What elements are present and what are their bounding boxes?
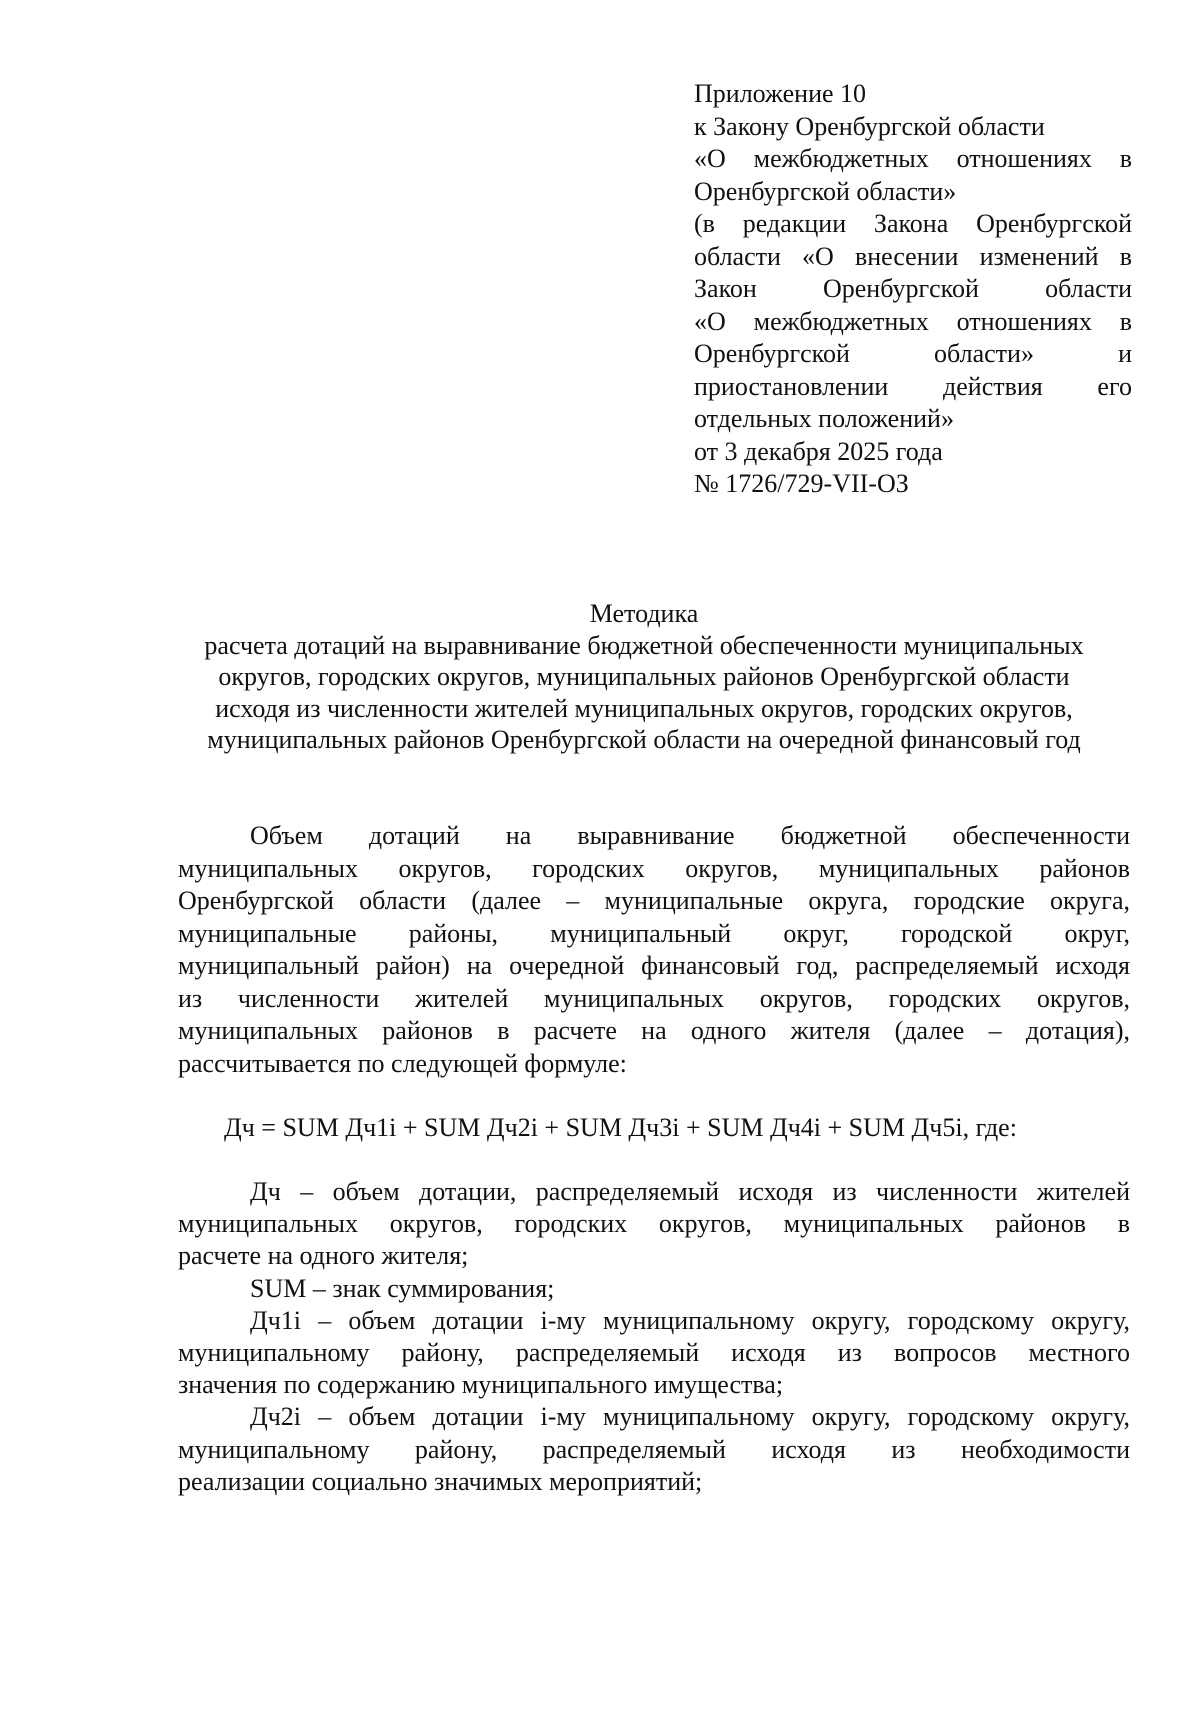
- title-line: округов, городских округов, муниципальных районов Оренбургской области: [218, 662, 1070, 691]
- appendix-line: отдельных положений»: [694, 404, 954, 433]
- definition-line: расчете на одного жителя;: [178, 1241, 469, 1271]
- paragraph-line: муниципальных районов в расчете на одного жителя (далее – дотация),: [178, 1016, 1130, 1045]
- definition-line: Дч – объем дотации, распределяемый исходя из численности жителей: [250, 1177, 1130, 1206]
- definition-line: муниципальному району, распределяемый исходя из вопросов местного: [178, 1338, 1130, 1368]
- definitions: [178, 1176, 1130, 1498]
- paragraph-line: Оренбургской области (далее – муниципальные округа, городские округа,: [178, 886, 1130, 915]
- definition-line: Дч2i – объем дотации i-му муниципальному округу, городскому округу,: [250, 1402, 1130, 1432]
- definition-line: реализации социально значимых мероприятий;: [178, 1466, 703, 1496]
- appendix-line: Оренбургской области»: [694, 176, 957, 206]
- appendix-line: «О межбюджетных отношениях в: [694, 144, 1132, 173]
- appendix-line: от 3 декабря 2025 года: [694, 436, 943, 466]
- title-line: муниципальных районов Оренбургской области на очередной финансовый год: [207, 725, 1081, 754]
- title-heading: Методика: [589, 599, 699, 628]
- definition-line: SUM – знак суммирования;: [250, 1273, 555, 1303]
- appendix-line: к Закону Оренбургской области: [694, 111, 1045, 141]
- appendix-line: Приложение 10: [694, 79, 867, 108]
- paragraph-line: муниципальных округов, городских округов, муниципальных районов: [178, 853, 1130, 883]
- appendix-block: [694, 78, 1132, 501]
- definition-line: муниципальных округов, городских округов, муниципальных районов в: [178, 1209, 1130, 1239]
- paragraph-line: муниципальные районы, муниципальный округ, городской округ,: [178, 918, 1130, 948]
- appendix-line: (в редакции Закона Оренбургской: [694, 209, 1132, 238]
- paragraph-line: муниципальный район) на очередной финансовый год, распределяемый исходя: [178, 951, 1130, 980]
- appendix-line: «О межбюджетных отношениях в: [694, 306, 1132, 336]
- appendix-line: Оренбургской области» и: [694, 339, 1132, 368]
- appendix-line: № 1726/729-VII-ОЗ: [694, 469, 909, 498]
- main-paragraph: [178, 820, 1130, 1080]
- formula: Дч = SUM Дч1i + SUM Дч2i + SUM Дч3i + SUM Дч4i + SUM Дч5i, где:: [224, 1113, 1017, 1142]
- paragraph-line: Объем дотаций на выравнивание бюджетной обеспеченности: [250, 821, 1130, 850]
- appendix-line: приостановлении действия его: [694, 371, 1132, 401]
- document-title: [160, 598, 1128, 756]
- appendix-line: области «О внесении изменений в: [694, 241, 1132, 271]
- paragraph-line: рассчитывается по следующей формуле:: [178, 1048, 627, 1078]
- definition-line: Дч1i – объем дотации i-му муниципальному округу, городскому округу,: [250, 1305, 1130, 1335]
- title-line: исходя из численности жителей муниципальных округов, городских округов,: [215, 693, 1073, 723]
- title-line: расчета дотаций на выравнивание бюджетной обеспеченности муниципальных: [204, 630, 1084, 660]
- definition-line: значения по содержанию муниципального имущества;: [178, 1370, 784, 1400]
- paragraph-line: из численности жителей муниципальных округов, городских округов,: [178, 983, 1130, 1013]
- definition-line: муниципальному району, распределяемый исходя из необходимости: [178, 1434, 1130, 1464]
- appendix-line: Закон Оренбургской области: [694, 274, 1132, 303]
